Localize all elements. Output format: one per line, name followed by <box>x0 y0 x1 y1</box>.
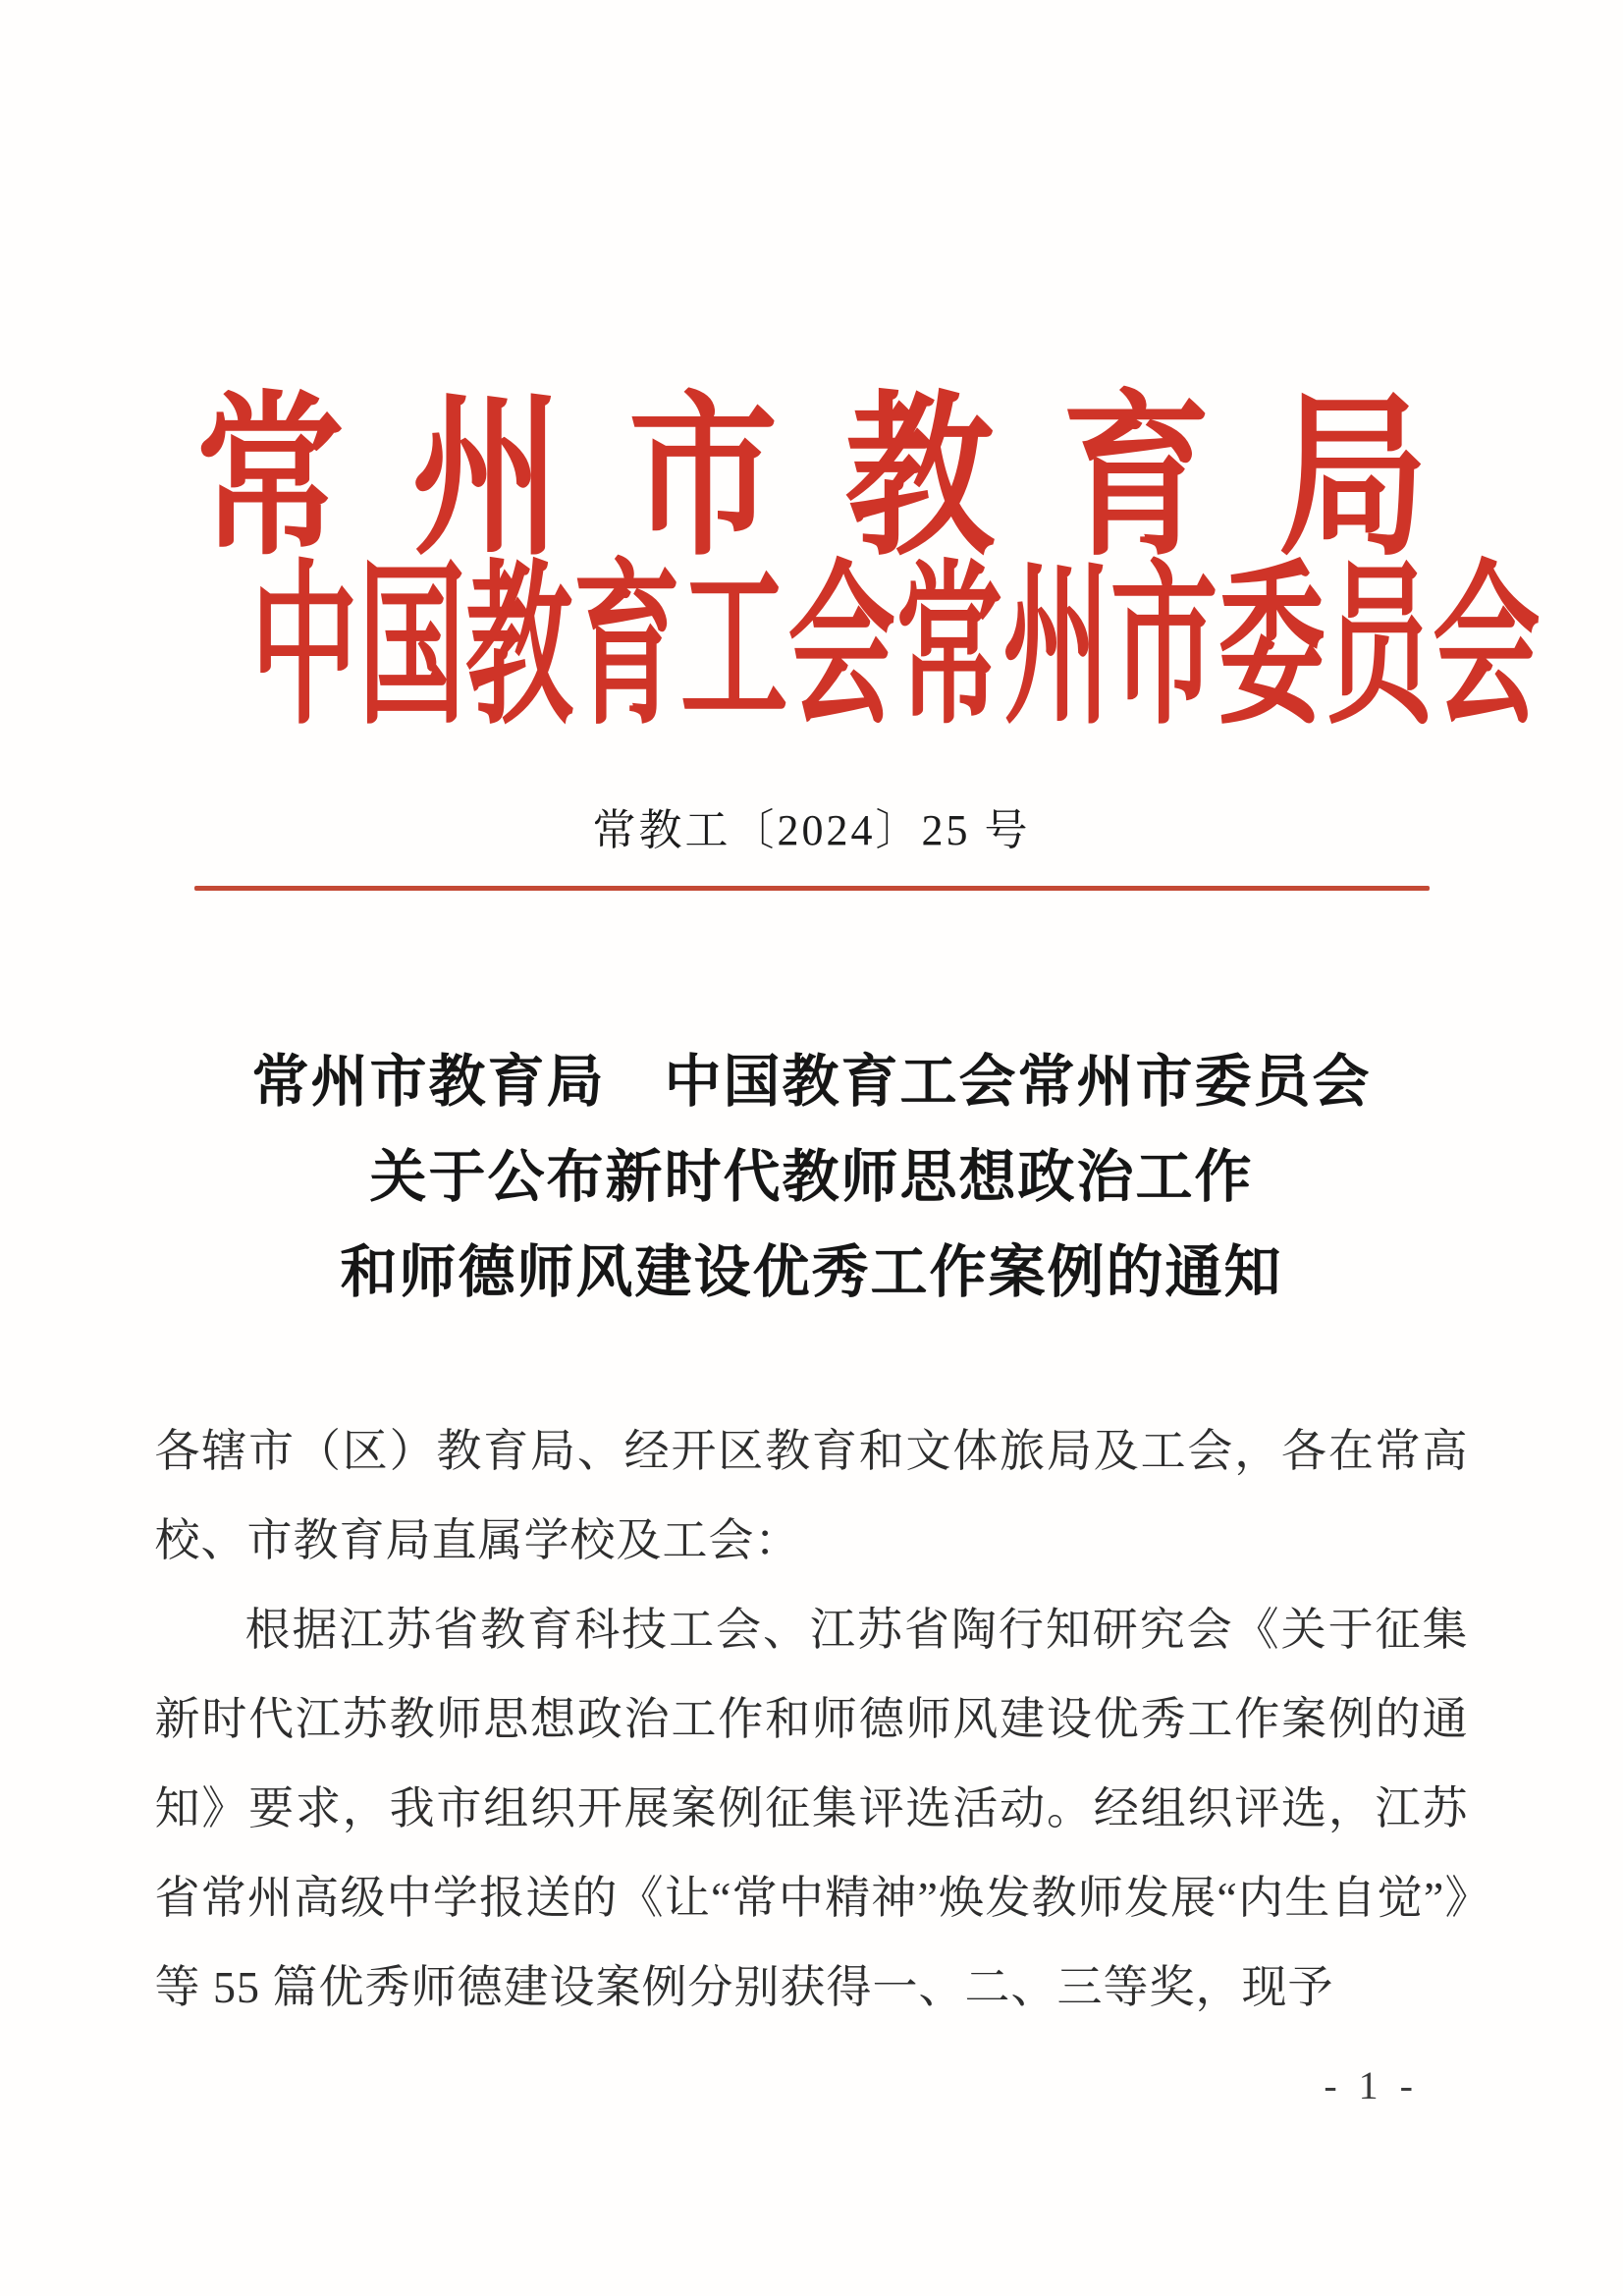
notice-title <box>0 1034 1623 1320</box>
red-divider-line <box>194 886 1430 891</box>
org-name-line-1: 常 州 市 教 育 局 <box>195 381 1428 576</box>
title-line-2: 关于公布新时代教师思想政治工作 <box>369 1144 1254 1209</box>
title-line-1: 常州市教育局 中国教育工会常州市委员会 <box>251 1049 1372 1114</box>
title-line-3: 和师德师风建设优秀工作案例的通知 <box>340 1239 1283 1304</box>
page-number: - 1 - <box>1324 2063 1419 2107</box>
body-paragraph: 根据江苏省教育科技工会、江苏省陶行知研究会《关于征集新时代江苏教师思想政治工作和师德师风建设优秀工作案例的通知》要求，我市组织开展案例征集评选活动。经组织评选，江苏省常州高级中学报送的《让“常中精神”焕发教师发展“内生自觉”》等 55 篇优秀师德建设案例分别获得一、二、三等奖，现予 <box>154 1604 1469 2012</box>
letterhead <box>0 0 1623 891</box>
org-name-line-2: 中国教育工会常州市委员会 <box>250 550 1541 745</box>
notice-body <box>155 1406 1469 2032</box>
salutation-paragraph: 各辖市（区）教育局、经开区教育和文体旅局及工会，各在常高校、市教育局直属学校及工会： <box>154 1425 1469 1565</box>
document-number: 常教工〔2024〕25 号 <box>592 806 1031 854</box>
